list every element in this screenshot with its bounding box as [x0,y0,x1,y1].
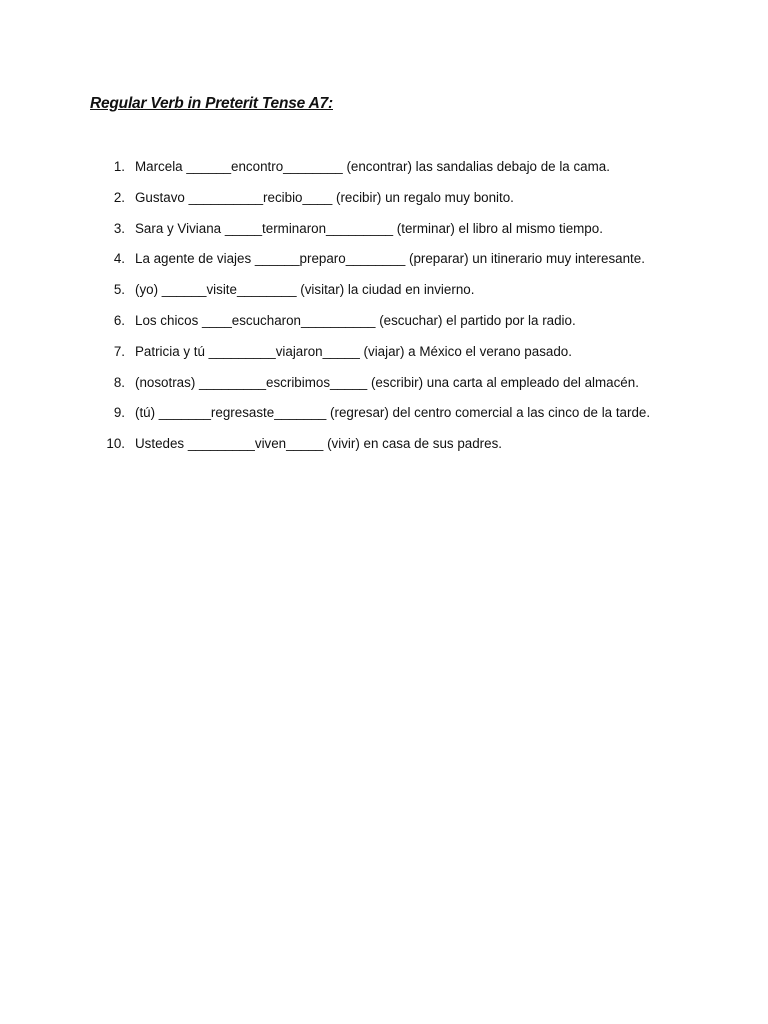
exercise-item-1 [0,157,768,188]
exercise-item-4 [0,249,768,280]
item-text: (tú) _______regresaste_______ (regresar) del centro comercial a las cinco de la tarde. [135,405,651,421]
item-text: (nosotras) _________escribimos_____ (escribir) una carta al empleado del almacén. [135,374,639,390]
exercise-item-6 [0,311,768,342]
item-text: Los chicos ____escucharon__________ (escuchar) el partido por la radio. [135,312,576,328]
item-text: La agente de viajes ______preparo________ (preparar) un itinerario muy interesante. [135,251,645,267]
item-number: 2. [113,189,125,205]
item-text: (yo) ______visite________ (visitar) la ciudad en invierno. [135,282,475,298]
item-number: 3. [113,220,125,236]
item-text: Gustavo __________recibio____ (recibir) un regalo muy bonito. [135,189,514,205]
exercise-item-2 [0,188,768,219]
item-text: Ustedes _________viven_____ (vivir) en casa de sus padres. [135,436,502,452]
item-text: Marcela ______encontro________ (encontrar) las sandalias debajo de la cama. [135,159,610,174]
exercise-list [0,157,768,465]
item-number: 7. [113,343,125,359]
exercise-item-10 [0,434,768,465]
exercise-item-3 [0,219,768,250]
document-title: Regular Verb in Preterit Tense A7: [90,95,333,112]
item-number: 8. [113,374,125,390]
item-number: 10. [106,436,125,452]
exercise-item-5 [0,280,768,311]
exercise-item-9 [0,403,768,434]
exercise-item-8 [0,373,768,404]
item-text: Sara y Viviana _____terminaron_________ (terminar) el libro al mismo tiempo. [135,220,603,236]
item-number: 6. [113,312,125,328]
item-number: 5. [113,282,125,298]
item-number: 1. [113,159,125,174]
item-number: 4. [113,251,125,267]
item-text: Patricia y tú _________viajaron_____ (viajar) a México el verano pasado. [135,343,572,359]
item-number: 9. [113,405,125,421]
exercise-item-7 [0,342,768,373]
